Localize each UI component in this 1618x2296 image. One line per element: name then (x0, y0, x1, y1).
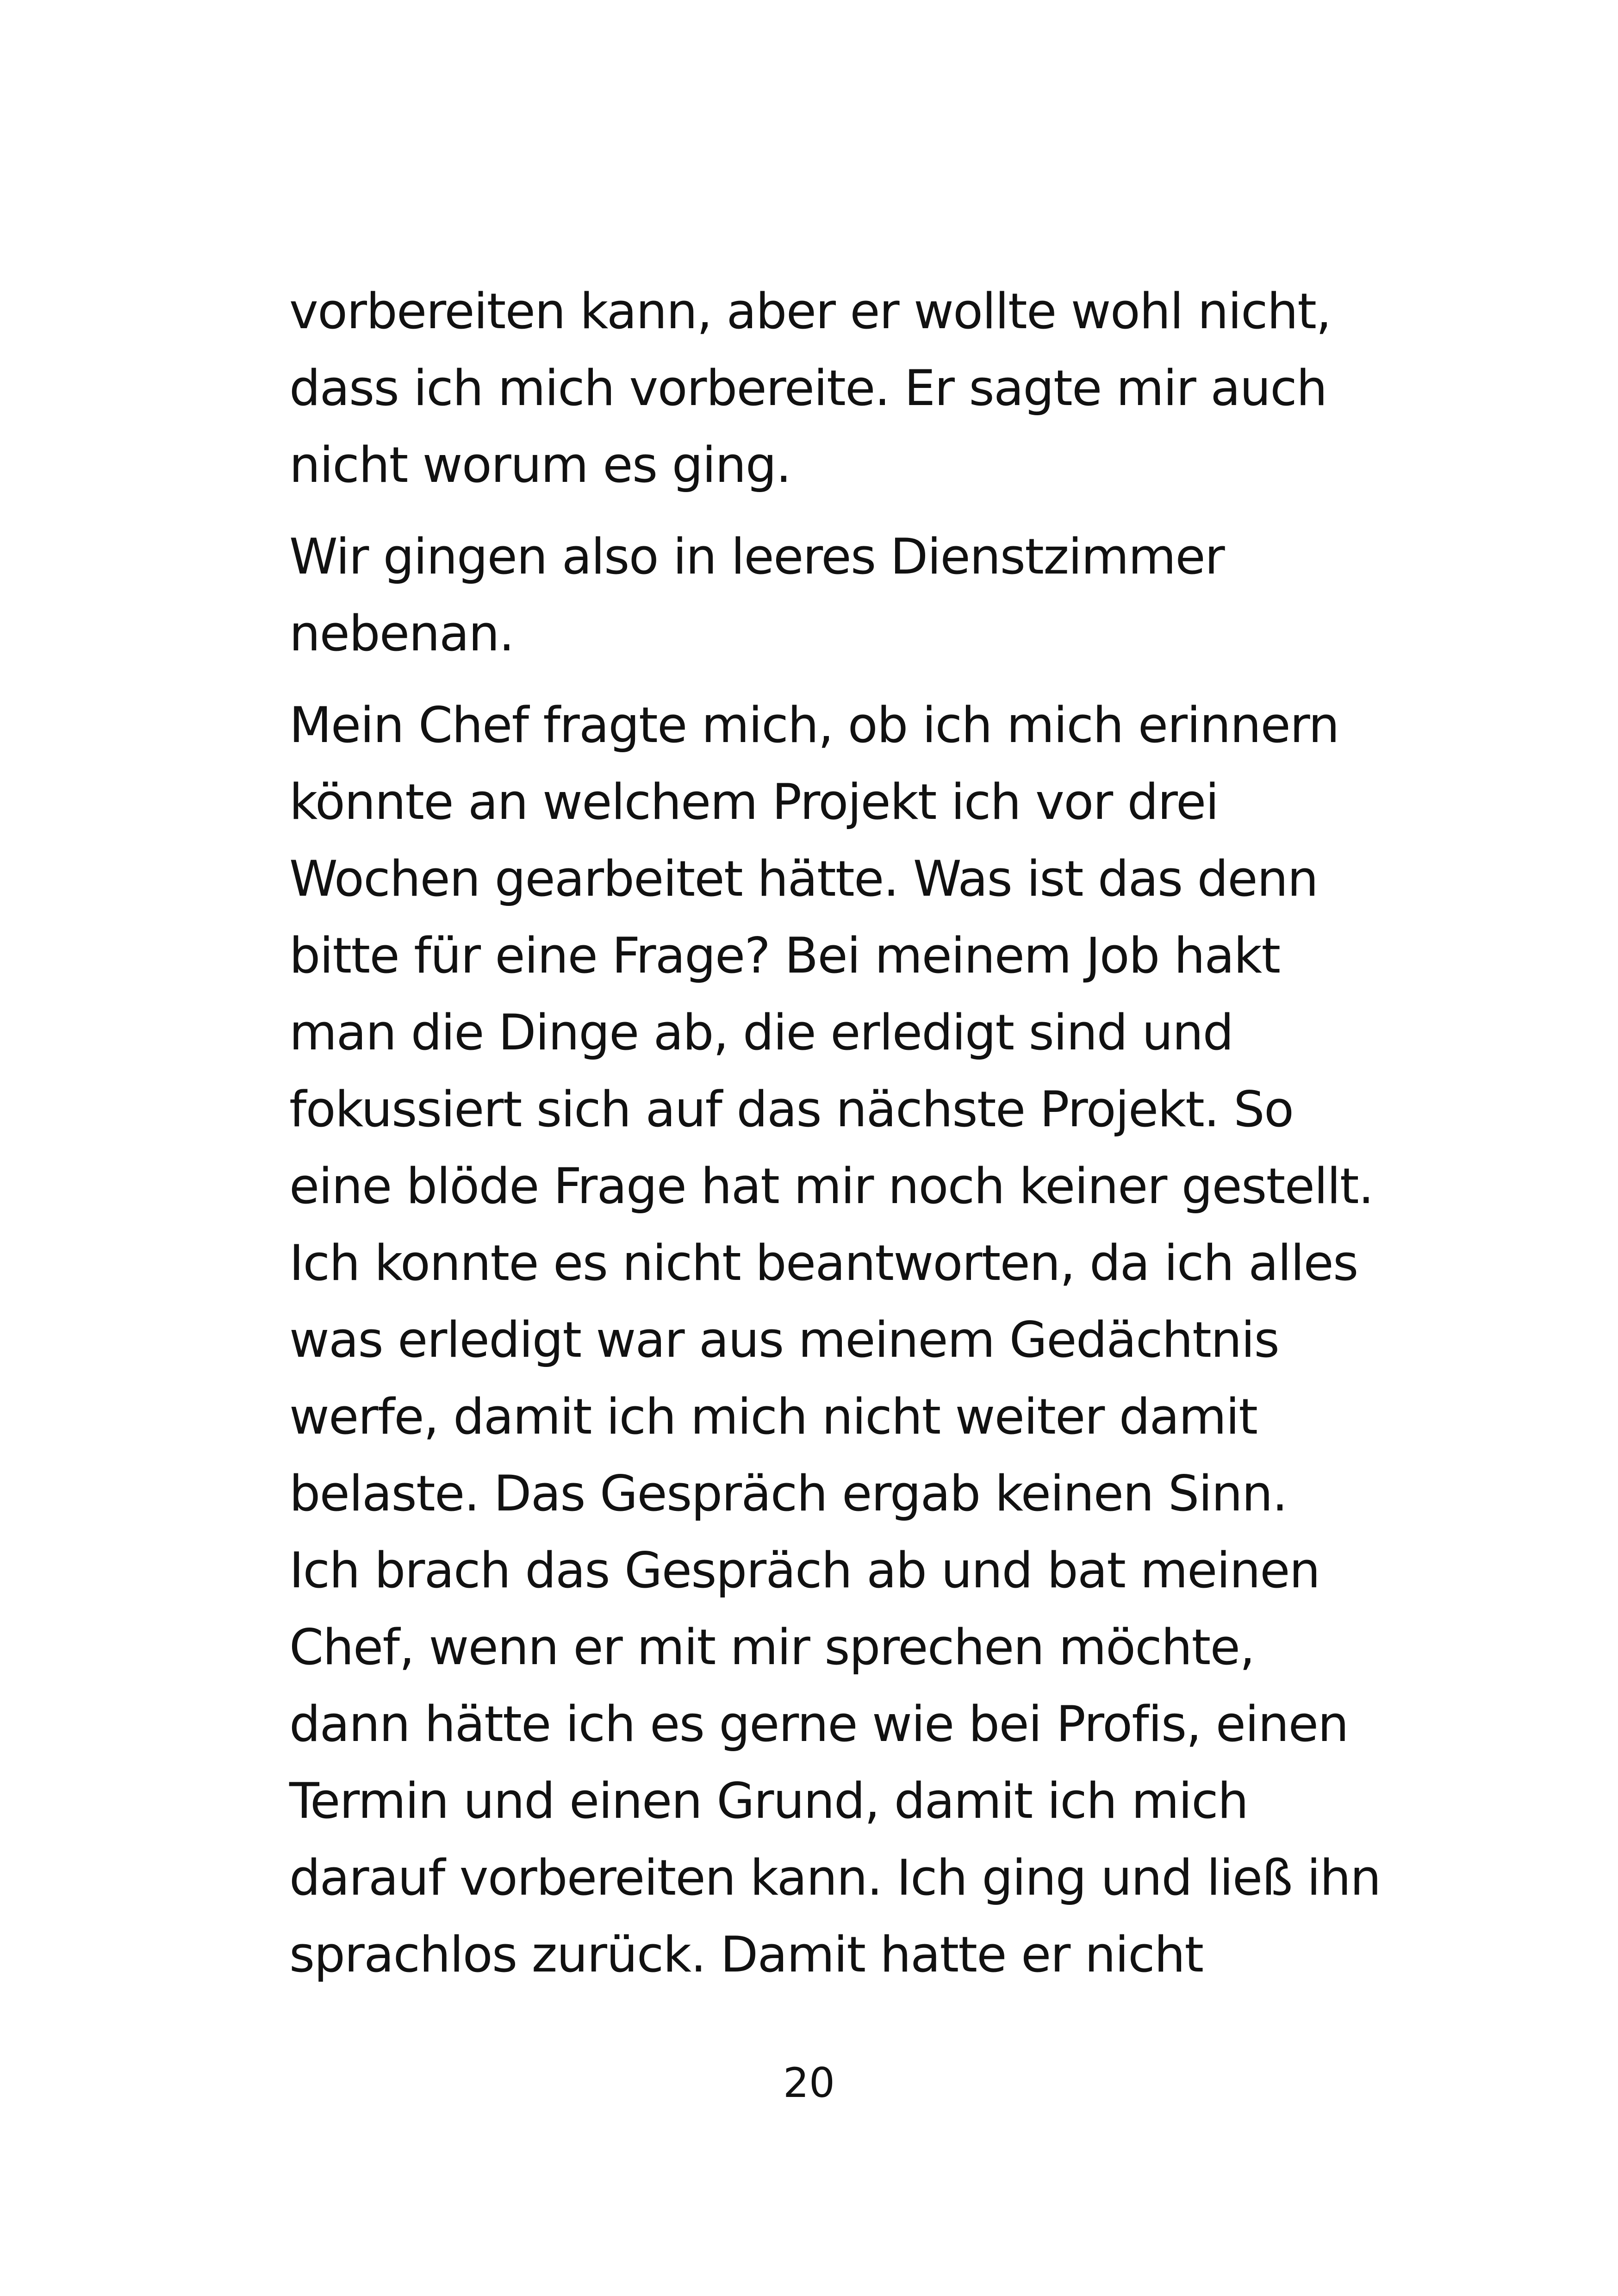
text-line: sprachlos zurück. Damit hatte er nicht (289, 1926, 1203, 1983)
text-line: Mein Chef fragte mich, ob ich mich erinnern (289, 697, 1339, 754)
text-line: darauf vorbereiten kann. Ich ging und ließ ihn (289, 1849, 1381, 1906)
text-line: man die Dinge ab, die erledigt sind und (289, 1004, 1233, 1061)
text-line: Ich brach das Gespräch ab und bat meinen (289, 1542, 1320, 1599)
text-line: belaste. Das Gespräch ergab keinen Sinn. (289, 1465, 1287, 1522)
paragraph-2 (289, 518, 1354, 672)
text-line: dass ich mich vorbereite. Er sagte mir auch (289, 360, 1327, 417)
text-line: Ich konnte es nicht beantworten, da ich alles (289, 1235, 1358, 1292)
text-line: Wir gingen also in leeres Dienstzimmer (289, 528, 1225, 585)
body-text (289, 273, 1381, 1993)
text-line: bitte für eine Frage? Bei meinem Job hakt (289, 927, 1280, 984)
page-number: 20 (783, 2059, 835, 2107)
text-line: vorbereiten kann, aber er wollte wohl nicht, (289, 283, 1331, 340)
paragraph-3 (289, 687, 1381, 1993)
text-line: Wochen gearbeitet hätte. Was ist das denn (289, 850, 1318, 907)
text-line: Chef, wenn er mit mir sprechen möchte, (289, 1619, 1255, 1676)
text-line: eine blöde Frage hat mir noch keiner gestellt. (289, 1158, 1374, 1215)
text-line: nicht worum es ging. (289, 437, 791, 493)
paragraph-spacing (289, 672, 1354, 687)
text-line: werfe, damit ich mich nicht weiter damit (289, 1388, 1257, 1445)
text-line: nebenan. (289, 605, 514, 662)
text-line: was erledigt war aus meinem Gedächtnis (289, 1311, 1279, 1368)
paragraph-spacing (289, 504, 1354, 518)
paragraph-1 (289, 273, 1354, 504)
text-line: fokussiert sich auf das nächste Projekt. So (289, 1081, 1294, 1138)
text-line: Termin und einen Grund, damit ich mich (289, 1772, 1248, 1829)
text-line: könnte an welchem Projekt ich vor drei (289, 774, 1219, 830)
text-line: dann hätte ich es gerne wie bei Profis, einen (289, 1696, 1349, 1753)
